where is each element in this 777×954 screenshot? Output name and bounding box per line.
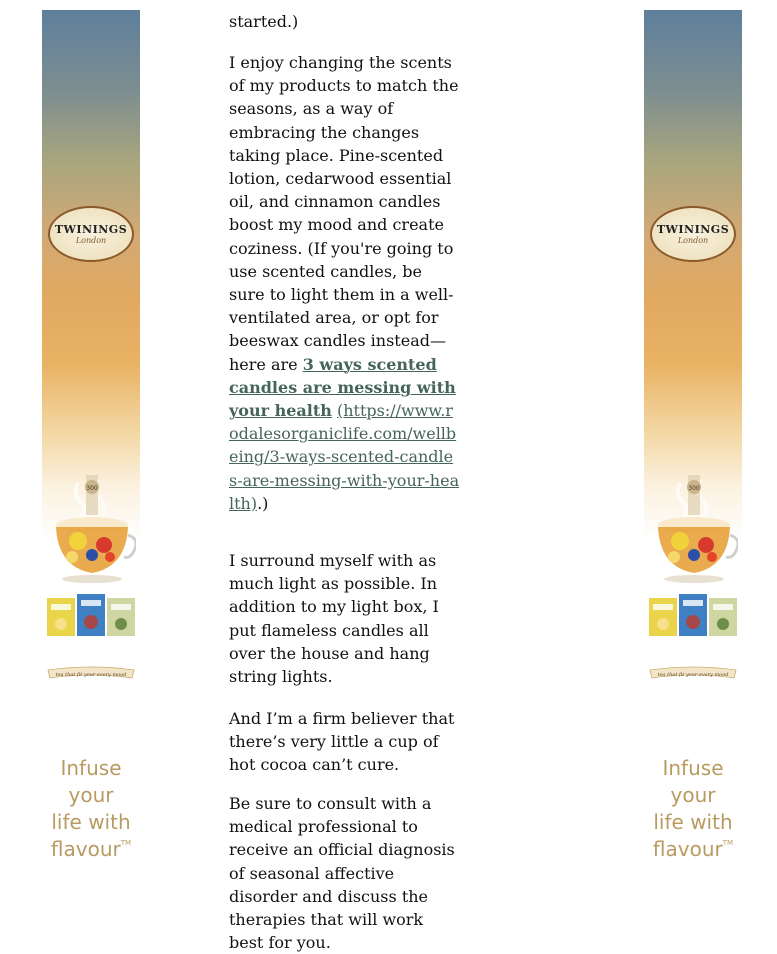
tagline-banner [46, 664, 136, 682]
trademark-mark: TM [120, 839, 132, 847]
left-ad-banner[interactable] [42, 10, 140, 690]
paragraph-text: .) [257, 493, 269, 513]
slogan-line: your [670, 783, 716, 807]
slogan-line [644, 836, 742, 863]
brand-sub: London [677, 236, 709, 245]
article-paragraph: And I’m a firm believer that there’s very little a cup of hot cocoa can’t cure. [229, 709, 455, 775]
article-paragraph: I surround myself with as much light as possible. In addition to my light box, I put flameless candles all over the house and hang string lights. [229, 551, 439, 687]
slogan-word: flavour [50, 837, 121, 861]
cup-badge: 300 [86, 485, 98, 492]
tagline-banner [648, 664, 738, 682]
tea-cup-image [48, 475, 136, 585]
brand-name: TWININGS [656, 223, 730, 236]
slogan-line: Infuse [60, 756, 122, 780]
left-slogan[interactable] [42, 755, 140, 863]
right-slogan[interactable] [644, 755, 742, 863]
twinings-logo [650, 206, 736, 262]
scented-candles-url-link[interactable]: (https://www.rodalesorganiclife.com/wellbeing/3-ways-scented-candles-are-messing-with-your-health) [229, 401, 460, 513]
slogan-line: life with [51, 810, 131, 834]
slogan-line [42, 836, 140, 863]
tea-cup-image [650, 475, 738, 585]
brand-name: TWININGS [54, 223, 128, 236]
tea-packs-image [45, 590, 137, 640]
article-paragraph [229, 51, 461, 515]
twinings-logo [48, 206, 134, 262]
trademark-mark: TM [722, 839, 734, 847]
tea-packs-image [647, 590, 739, 640]
cup-badge: 300 [688, 485, 700, 492]
article-paragraph: started.) [229, 12, 299, 31]
slogan-line: life with [653, 810, 733, 834]
slogan-line: your [68, 783, 114, 807]
tagline-text: tea that fit your every mood [55, 672, 127, 678]
slogan-line: Infuse [662, 756, 724, 780]
brand-sub: London [75, 236, 107, 245]
article-paragraph: Be sure to consult with a medical professional to receive an official diagnosis of seasonal affective disorder and discuss the therapies that will work best for you. [229, 794, 455, 953]
right-ad-banner[interactable] [644, 10, 742, 690]
scented-candles-link[interactable]: 3 ways scented candles are messing with your health [229, 354, 456, 421]
tagline-text: tea that fit your every mood [657, 672, 729, 678]
paragraph-text: I enjoy changing the scents of my products to match the seasons, as a way of embracing the changes taking place. Pine-scented lotion, cedarwood essential oil, and cinnamon candles boost my mood and create coziness. (If you're going to use scented candles, be sure to light them in a well-ventilated area, or opt for beeswax candles instead—here are [229, 53, 459, 374]
slogan-word: flavour [652, 837, 723, 861]
